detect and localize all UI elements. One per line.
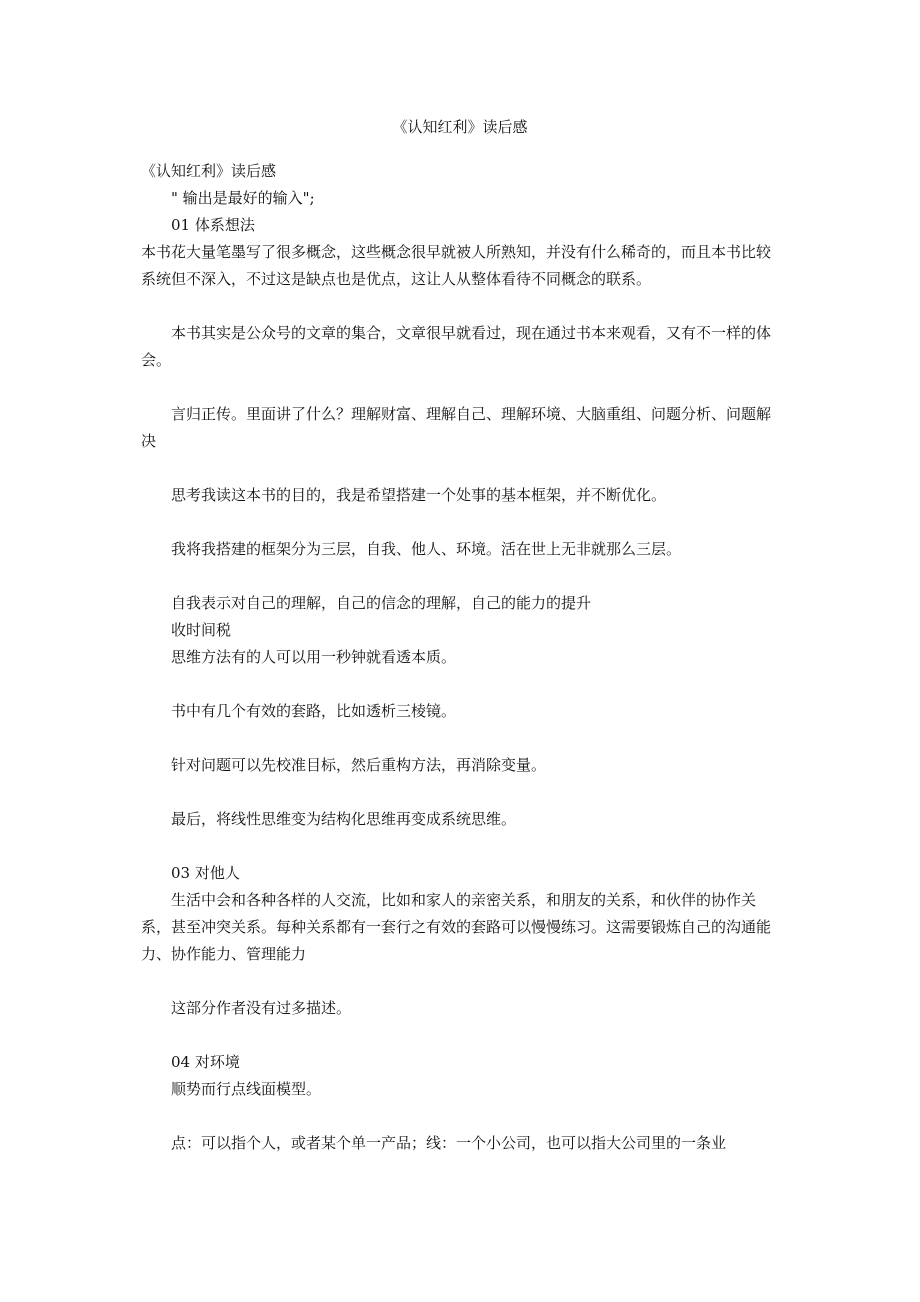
section-03-heading: 03 对他人	[171, 864, 240, 882]
paragraph-time-tax: 收时间税	[171, 621, 232, 639]
section-04-heading: 04 对环境	[171, 1053, 240, 1071]
paragraph-three-layers: 我将我搭建的框架分为三层，自我、他人、环境。活在世上无非就那么三层。	[171, 540, 682, 558]
paragraph-concepts: 本书花大量笔墨写了很多概念，这些概念很早就被人所熟知，并没有什么稀奇的，而且本书比较系统但不深入，不过这是缺点也是优点，这让人从整体看待不同概念的联系。	[141, 243, 772, 288]
paragraph-no-description: 这部分作者没有过多描述。	[171, 999, 352, 1017]
paragraph-purpose: 思考我读这本书的目的，我是希望搭建一个处事的基本框架，并不断优化。	[171, 486, 667, 504]
paragraph-articles: 本书其实是公众号的文章的集合，文章很早就看过，现在通过书本来观看，又有不一样的体会。	[141, 324, 772, 369]
section-01-heading: 01 体系想法	[171, 216, 255, 234]
paragraph-thinking-method: 思维方法有的人可以用一秒钟就看透本质。	[171, 648, 457, 666]
paragraph-relationships: 生活中会和各种各样的人交流，比如和家人的亲密关系，和朋友的关系，和伙伴的协作关系，甚至冲突关系。每种关系都有一套行之有效的套路可以慢慢练习。这需要锻炼自己的沟通能力、协作能力、管理能力	[141, 891, 772, 963]
subtitle: 《认知红利》读后感	[141, 162, 277, 180]
paragraph-calibrate: 针对问题可以先校准目标，然后重构方法，再消除变量。	[171, 756, 547, 774]
paragraph-systems-thinking: 最后，将线性思维变为结构化思维再变成系统思维。	[171, 810, 517, 828]
paragraph-contents: 言归正传。里面讲了什么？理解财富、理解自己、理解环境、大脑重组、问题分析、问题解决	[141, 405, 772, 450]
paragraph-point-definition: 点：可以指个人，或者某个单一产品；线：一个小公司，也可以指大公司里的一条业	[171, 1134, 727, 1152]
paragraph-point-line-plane: 顺势而行点线面模型。	[171, 1080, 322, 1098]
document-title: 《认知红利》读后感	[392, 118, 528, 136]
paragraph-prism: 书中有几个有效的套路，比如透析三棱镜。	[171, 702, 457, 720]
document-body	[141, 158, 781, 1157]
paragraph-self: 自我表示对自己的理解，自己的信念的理解，自己的能力的提升	[171, 594, 592, 612]
quote-line: " 输出是最好的输入";	[171, 189, 315, 207]
